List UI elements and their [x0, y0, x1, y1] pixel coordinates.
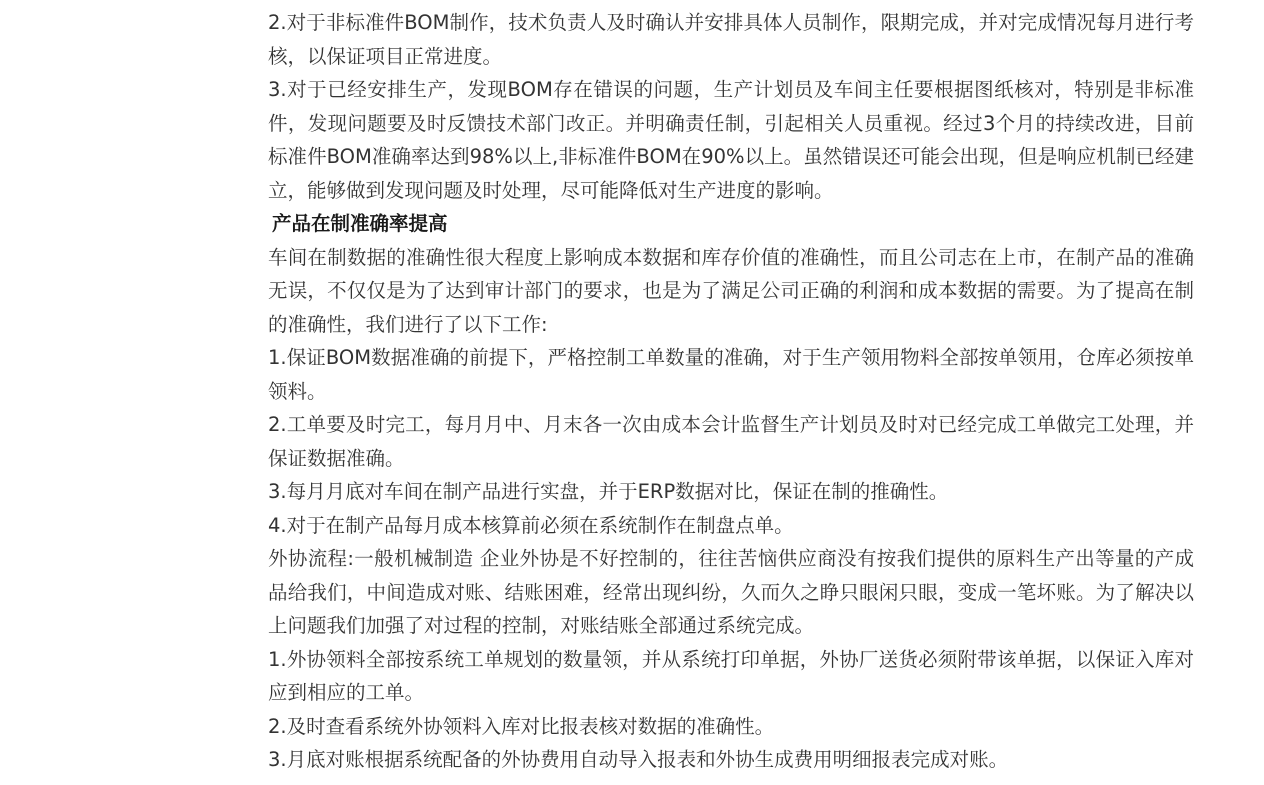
paragraph-wip-item-4: 4.对于在制产品每月成本核算前必须在系统制作在制盘点单。	[268, 513, 794, 537]
paragraph-wip-intro: 车间在制数据的准确性很大程度上影响成本数据和库存价值的准确性，而且公司志在上市，在制产品的准确无误，不仅仅是为了达到审计部门的要求，也是为了满足公司正确的利润和成本数据的需要。为了提高在制的准确性，我们进行了以下工作:	[268, 245, 1194, 336]
paragraph-bom-error-handling: 3.对于已经安排生产，发现BOM存在错误的问题，生产计划员及车间主任要根据图纸核对，特别是非标准件，发现问题要及时反馈技术部门改正。并明确责任制，引起相关人员重视。经过3个月的持续改进，目前标准件BOM准确率达到98%以上,非标准件BOM在90%以上。虽然错误还可能会出现，但是响应机制已经建立，能够做到发现问题及时处理，尽可能降低对生产进度的影响。	[268, 78, 1194, 202]
paragraph-wip-item-2: 2.工单要及时完工，每月月中、月末各一次由成本会计监督生产计划员及时对已经完成工单做完工处理，并保证数据准确。	[268, 413, 1194, 470]
section-heading-wip-accuracy: 产品在制准确率提高	[272, 212, 448, 235]
paragraph-outsourcing-item-1: 1.外协领料全部按系统工单规划的数量领，并从系统打印单据，外协厂送货必须附带该单据，以保证入库对应到相应的工单。	[268, 647, 1194, 704]
paragraph-outsourcing-item-2: 2.及时查看系统外协领料入库对比报表核对数据的准确性。	[268, 714, 775, 738]
paragraph-outsourcing-item-3: 3.月底对账根据系统配备的外协费用自动导入报表和外协生成费用明细报表完成对账。	[268, 748, 1009, 771]
paragraph-wip-item-3: 3.每月月底对车间在制产品进行实盘，并于ERP数据对比，保证在制的推确性。	[268, 480, 949, 503]
paragraph-wip-item-1: 1.保证BOM数据准确的前提下，严格控制工单数量的准确，对于生产领用物料全部按单领用，仓库必须按单领料。	[268, 346, 1194, 403]
paragraph-outsourcing-intro: 外协流程:一般机械制造 企业外协是不好控制的，往往苦恼供应商没有按我们提供的原料生产出等量的产成品给我们，中间造成对账、结账困难，经常出现纠纷，久而久之睁只眼闲只眼，变成一笔坏账。为了解决以上问题我们加强了对过程的控制，对账结账全部通过系统完成。	[268, 547, 1194, 637]
paragraph-bom-nonstandard: 2.对于非标准件BOM制作，技术负责人及时确认并安排具体人员制作，限期完成，并对完成情况每月进行考核，以保证项目正常进度。	[268, 11, 1194, 68]
